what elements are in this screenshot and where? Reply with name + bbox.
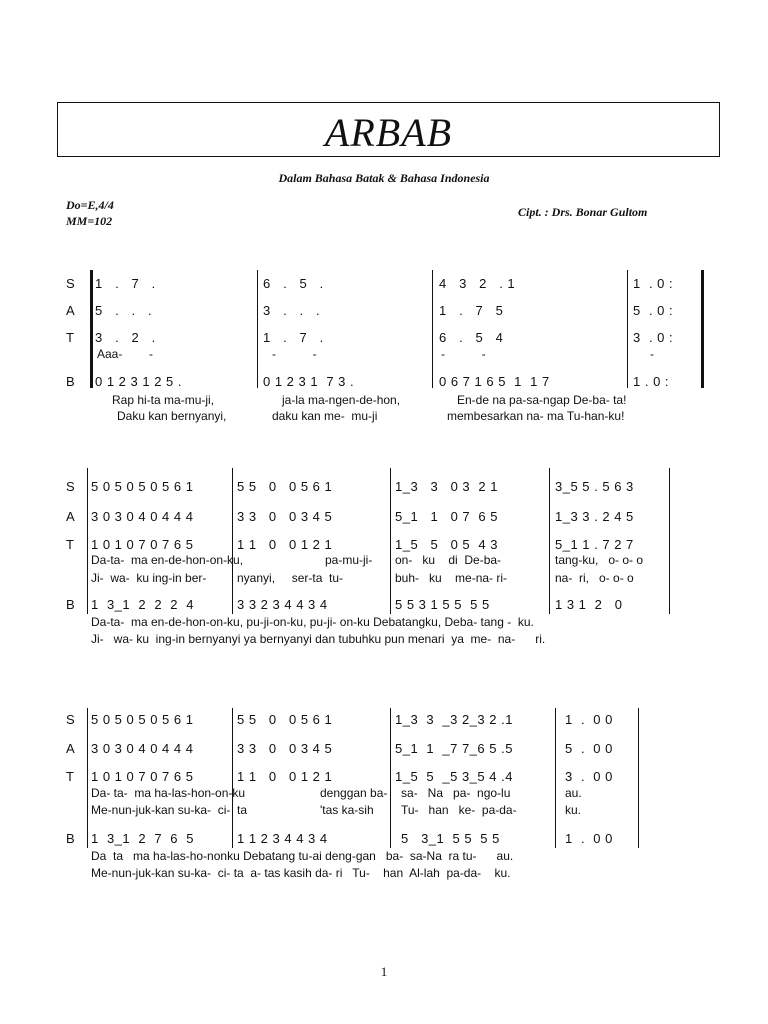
lyric-line: - - [441, 347, 486, 361]
lyric-line: Tu- han ke- pa-da- [401, 803, 517, 817]
tenor-measure: 1_5 5 _5 3_5 4 .4 [395, 769, 513, 784]
bass-measure: 5 3_1 5 5 5 5 [401, 831, 500, 846]
bar-line [257, 270, 258, 388]
lyric-line: Ji- wa- ku ing-in ber- [91, 571, 207, 585]
voice-label-a: A [66, 509, 75, 524]
bass-measure: 1 . 0 : [633, 374, 670, 389]
lyric-line: Da-ta- ma en-de-hon-on-ku, pu-ji-on-ku, pu-ji- on-ku Debatangku, Deba- tang - ku. [91, 615, 534, 629]
lyric-line: ku. [565, 803, 582, 817]
lyric-line: Rap hi-ta ma-mu-ji, [112, 393, 215, 407]
lyric-line: Da ta ma ha-las-ho-nonku Debatang tu-ai deng-gan ba- sa-Na ra tu- au. [91, 849, 514, 863]
alto-measure: 5 . . . [95, 303, 153, 318]
lyric-line: buh- ku me-na- ri- [395, 571, 508, 585]
soprano-measure: 1 . 7 . [95, 276, 156, 291]
alto-measure: 3 . . . [263, 303, 321, 318]
lyric-line: nyanyi, ser-ta tu- [237, 571, 344, 585]
bass-measure: 1 1 2 3 4 4 3 4 [237, 831, 328, 846]
alto-measure: 5 . 0 0 [565, 741, 613, 756]
lyric-line: - [650, 347, 654, 361]
bass-measure: 0 1 2 3 1 2 5 . [95, 374, 183, 389]
lyric-line: daku kan me- mu-ji [272, 409, 378, 423]
bar-line [87, 468, 88, 614]
bass-measure: 0 1 2 3 1 7 3 . [263, 374, 355, 389]
tempo: MM=102 [66, 214, 113, 228]
bar-line [549, 468, 550, 614]
alto-measure: 1_3 3 . 2 4 5 [555, 509, 634, 524]
voice-label-s: S [66, 276, 75, 291]
tenor-measure: 3 . 2 . [95, 330, 156, 345]
lyric-line: Ji- wa- ku ing-in bernyanyi ya bernyanyi dan tubuhku pun menari ya me- na- ri. [91, 632, 546, 646]
bass-measure: 5 5 3 1 5 5 5 5 [395, 597, 490, 612]
bass-measure: 1 3_1 2 7 6 5 [91, 831, 194, 846]
soprano-measure: 3_5 5 . 5 6 3 [555, 479, 634, 494]
voice-label-a: A [66, 741, 75, 756]
voice-label-s: S [66, 479, 75, 494]
alto-measure: 5 . 0 : [633, 303, 674, 318]
soprano-measure: 5 0 5 0 5 0 5 6 1 [91, 712, 194, 727]
soprano-measure: 5 5 0 0 5 6 1 [237, 479, 333, 494]
song-title: ARBAB [324, 110, 453, 155]
lyric-line: tang-ku, o- o- o [555, 553, 644, 567]
bar-line [638, 708, 639, 848]
title-box [57, 102, 720, 157]
lyric-line: denggan ba- [320, 786, 388, 800]
page-number: 1 [380, 964, 388, 979]
tenor-measure: 3 . 0 : [633, 330, 674, 345]
soprano-measure: 5 5 0 0 5 6 1 [237, 712, 333, 727]
bar-line [232, 468, 233, 614]
subtitle: Dalam Bahasa Batak & Bahasa Indonesia [278, 171, 490, 185]
bass-measure: 0 6 7 1 6 5 1 1 7 [439, 374, 550, 389]
soprano-measure: 5 0 5 0 5 0 5 6 1 [91, 479, 194, 494]
tenor-measure: 1 0 1 0 7 0 7 6 5 [91, 769, 194, 784]
tenor-measure: 5_1 1 . 7 2 7 [555, 537, 634, 552]
voice-label-b: B [66, 374, 75, 389]
lyric-line: membesarkan na- ma Tu-han-ku! [447, 409, 625, 423]
bar-line [627, 270, 628, 388]
soprano-measure: 1_3 3 _3 2_3 2 .1 [395, 712, 513, 727]
lyric-line: sa- Na pa- ngo-lu [401, 786, 511, 800]
alto-measure: 5_1 1 _7 7_6 5 .5 [395, 741, 513, 756]
alto-measure: 3 0 3 0 4 0 4 4 4 [91, 509, 194, 524]
lyric-line: on- ku di De-ba- [395, 553, 502, 567]
voice-label-b: B [66, 597, 75, 612]
lyric-line: En-de na pa-sa-ngap De-ba- ta! [457, 393, 627, 407]
lyric-line: Me-nun-juk-kan su-ka- ci- ta a- tas kasih da- ri Tu- han Al-lah pa-da- ku. [91, 866, 511, 880]
alto-measure: 3 3 0 0 3 4 5 [237, 741, 333, 756]
soprano-measure: 1 . 0 0 [565, 712, 613, 727]
tenor-measure: 1 . 7 . [263, 330, 324, 345]
lyric-line: Da- ta- ma ha-las-hon-on-ku [91, 786, 246, 800]
voice-label-a: A [66, 303, 75, 318]
bar-line [87, 708, 88, 848]
bar-line [390, 708, 391, 848]
bass-measure: 1 3_1 2 2 2 4 [91, 597, 194, 612]
repeat-bar-end [701, 270, 704, 388]
tenor-measure: 1 0 1 0 7 0 7 6 5 [91, 537, 194, 552]
lyric-line: pa-mu-ji- [325, 553, 373, 567]
soprano-measure: 1 . 0 : [633, 276, 674, 291]
bass-measure: 1 . 0 0 [565, 831, 613, 846]
bass-measure: 1 3 1 2 0 [555, 597, 623, 612]
alto-measure: 5_1 1 0 7 6 5 [395, 509, 498, 524]
voice-label-s: S [66, 712, 75, 727]
alto-measure: 1 . 7 5 [439, 303, 504, 318]
voice-label-t: T [66, 537, 74, 552]
bar-line [669, 468, 670, 614]
lyric-line: - - [272, 347, 317, 361]
lyric-line: au. [565, 786, 582, 800]
bar-line [555, 708, 556, 848]
lyric-line: ja-la ma-ngen-de-hon, [282, 393, 401, 407]
voice-label-t: T [66, 330, 74, 345]
bar-line [432, 270, 433, 388]
bass-measure: 3 3 2 3 4 4 3 4 [237, 597, 328, 612]
lyric-line: Aaa- - [97, 347, 154, 361]
lyric-line: 'tas ka-sih [320, 803, 374, 817]
voice-label-t: T [66, 769, 74, 784]
tenor-measure: 6 . 5 4 [439, 330, 504, 345]
lyric-line: Daku kan bernyanyi, [117, 409, 227, 423]
alto-measure: 3 0 3 0 4 0 4 4 4 [91, 741, 194, 756]
bar-line [390, 468, 391, 614]
soprano-measure: 6 . 5 . [263, 276, 324, 291]
bar-line [232, 708, 233, 848]
key-signature: Do=E,4/4 [66, 198, 114, 212]
tenor-measure: 1 1 0 0 1 2 1 [237, 537, 333, 552]
tenor-measure: 3 . 0 0 [565, 769, 613, 784]
tenor-measure: 1 1 0 0 1 2 1 [237, 769, 333, 784]
lyric-line: Me-nun-juk-kan su-ka- ci- ta [91, 803, 248, 817]
soprano-measure: 4 3 2 . 1 [439, 276, 516, 291]
lyric-line: Da-ta- ma en-de-hon-on-ku, [91, 553, 244, 567]
repeat-bar-start [90, 270, 93, 388]
lyric-line: na- ri, o- o- o [555, 571, 634, 585]
tenor-measure: 1_5 5 0 5 4 3 [395, 537, 498, 552]
soprano-measure: 1_3 3 0 3 2 1 [395, 479, 498, 494]
composer: Cipt. : Drs. Bonar Gultom [518, 205, 648, 219]
alto-measure: 3 3 0 0 3 4 5 [237, 509, 333, 524]
voice-label-b: B [66, 831, 75, 846]
